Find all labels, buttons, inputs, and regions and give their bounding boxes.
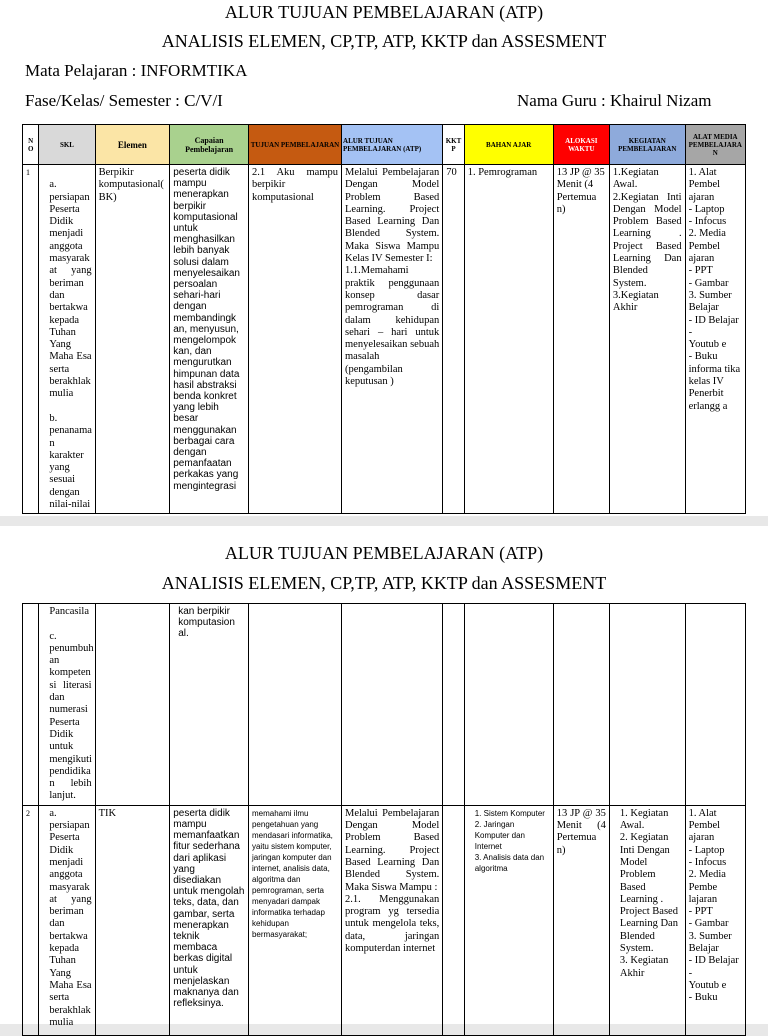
header-kegiatan: KEGIATAN PEMBELAJARAN [609, 125, 685, 165]
cell-elemen: TIK [95, 805, 170, 1035]
cell-alur: Melalui Pembelajaran Dengan Model Problem Based Learning. Project Based Learning Dan Blended System. Maka Siswa Mampu Kelas IV Semester I: 1.1.Memahami praktik penggunaan konsep dasar pemrograman di dalam kehidupan sehari – hari untuk menyelesaikan sebuah masalah (pengambilan keputusan ) [342, 165, 443, 514]
cell-kktp [443, 805, 464, 1035]
header-alat: ALAT MEDIA PEMBELAJARA N [685, 125, 745, 165]
cell-skl: a. persiapan Peserta Didik menjadi anggota masyarak at yang beriman dan bertakwa kepada Tuhan Yang Maha Esa serta berakhlak mulia [39, 805, 95, 1035]
document-subtitle: ANALISIS ELEMEN, CP,TP, ATP, KKTP dan ASSESMENT [161, 31, 607, 51]
cell-tujuan: memahami ilmu pengetahuan yang mendasari informatika, yaitu sistem komputer, jaringan komputer dan internet, analisis data, algoritma dan pemrograman, serta menyadari dampak informatika terhadap kehidupan bermasyarakat; [248, 805, 341, 1035]
document-subtitle: ANALISIS ELEMEN, CP,TP, ATP, KKTP dan ASSESMENT [161, 573, 607, 593]
header-tujuan: TUJUAN PEMBELAJARAN [248, 125, 341, 165]
document-page-2 [0, 526, 768, 1028]
header-no: N O [23, 125, 39, 165]
cell-alat: 1. Alat Pembel ajaran - Laptop - Infocus 2. Media Pembel ajaran - PPT - Gambar 3. Sumber Belajar - ID Belajar - Youtub e - Buku informa tika kelas IV Penerbit erlangg a [685, 165, 745, 514]
header-skl: SKL [39, 125, 95, 165]
row-number: 2 [23, 805, 39, 1035]
cell-tujuan: 2.1 Aku mampu berpikir komputasional [248, 165, 341, 514]
cell-capaian: peserta didik mampu memanfaatkan fitur sederhana dari aplikasi yang disediakan untuk mengolah teks, data, dan gambar, serta menerapkan teknik membaca berkas digital untuk menjelaskan maknanya dan refleksinya. [170, 805, 249, 1035]
table-row [23, 165, 746, 514]
cell-alokasi: 13 JP @ 35 Menit (4 Pertemua n) [553, 165, 609, 514]
header-alokasi: ALOKASI WAKTU [553, 125, 609, 165]
cell-skl: Pancasila c. penumbuh an kompeten si literasi dan numerasi Peserta Didik untuk mengikuti pendidika n lebih lanjut. [39, 604, 95, 806]
cell-elemen: Berpikir komputasional( BK) [95, 165, 170, 514]
cell-kegiatan: 1.Kegiatan Awal. 2.Kegiatan Inti Dengan Model Problem Based Learning . Project Based Learning Dan Blended System. 3.Kegiatan Akhir [609, 165, 685, 514]
cell-capaian: peserta didik mampu menerapkan berpikir komputasional untuk menghasilkan lebih banyak solusi dalam menyelesaikan persoalan sehari-hari dengan membandingk an, menyusun, mengelompok kan, dan mengurutkan himpunan data hasil abstraksi benda konkret yang lebih besar menggunakan berbagai cara dengan pemanfaatan perkakas yang mengintegrasi [170, 165, 249, 514]
document-title: ALUR TUJUAN PEMBELAJARAN (ATP) [224, 543, 544, 563]
subject-label: Mata Pelajaran : INFORMTIKA [25, 61, 248, 80]
cell-skl: a. persiapan Peserta Didik menjadi anggota masyarak at yang beriman dan bertakwa kepada Tuhan Yang Maha Esa serta berakhlak mulia b. penanama n karakter yang sesuai dengan nilai-nilai [39, 165, 95, 514]
cell-kktp: 70 [443, 165, 464, 514]
document-page-1 [0, 0, 768, 516]
cell-kegiatan: 1. Kegiatan Awal. 2. Kegiatan Inti Dengan Model Problem Based Learning . Project Based Learning Dan Blended System. 3. Kegiatan Akhir [609, 805, 685, 1035]
atp-table [22, 124, 746, 514]
cell-alur: Melalui Pembelajaran Dengan Model Problem Based Learning. Project Based Learning Dan Blended System. Maka Siswa Mampu : 2.1. Menggunakan program yg tersedia untuk mengelola teks, data, jaringan komputerdan internet [342, 805, 443, 1035]
table-row [23, 805, 746, 1035]
cell-bahan: 1. Sistem Komputer 2. Jaringan Komputer dan Internet 3. Analisis data dan algoritma [464, 805, 553, 1035]
table-header-row [23, 125, 746, 165]
atp-table-continued [22, 603, 746, 1036]
teacher-name: Nama Guru : Khairul Nizam [517, 91, 712, 110]
header-alur: ALUR TUJUAN PEMBELAJARAN (ATP) [342, 125, 443, 165]
header-bahan: BAHAN AJAR [464, 125, 553, 165]
cell-bahan: 1. Pemrograman [464, 165, 553, 514]
row-number: 1 [23, 165, 39, 514]
cell-capaian: kan berpikir komputasion al. [170, 604, 249, 806]
header-elemen: Elemen [95, 125, 170, 165]
document-title: ALUR TUJUAN PEMBELAJARAN (ATP) [224, 2, 544, 22]
cell-alat: 1. Alat Pembel ajaran - Laptop - Infocus 2. Media Pembe lajaran - PPT - Gambar 3. Sumber Belajar - ID Belajar - Youtub e - Buku [685, 805, 745, 1035]
phase-class-semester: Fase/Kelas/ Semester : C/V/I [25, 91, 223, 110]
cell-alokasi: 13 JP @ 35 Menit (4 Pertemua n) [553, 805, 609, 1035]
table-row [23, 604, 746, 806]
header-capaian: Capaian Pembelajaran [170, 125, 249, 165]
header-kktp: KKT P [443, 125, 464, 165]
